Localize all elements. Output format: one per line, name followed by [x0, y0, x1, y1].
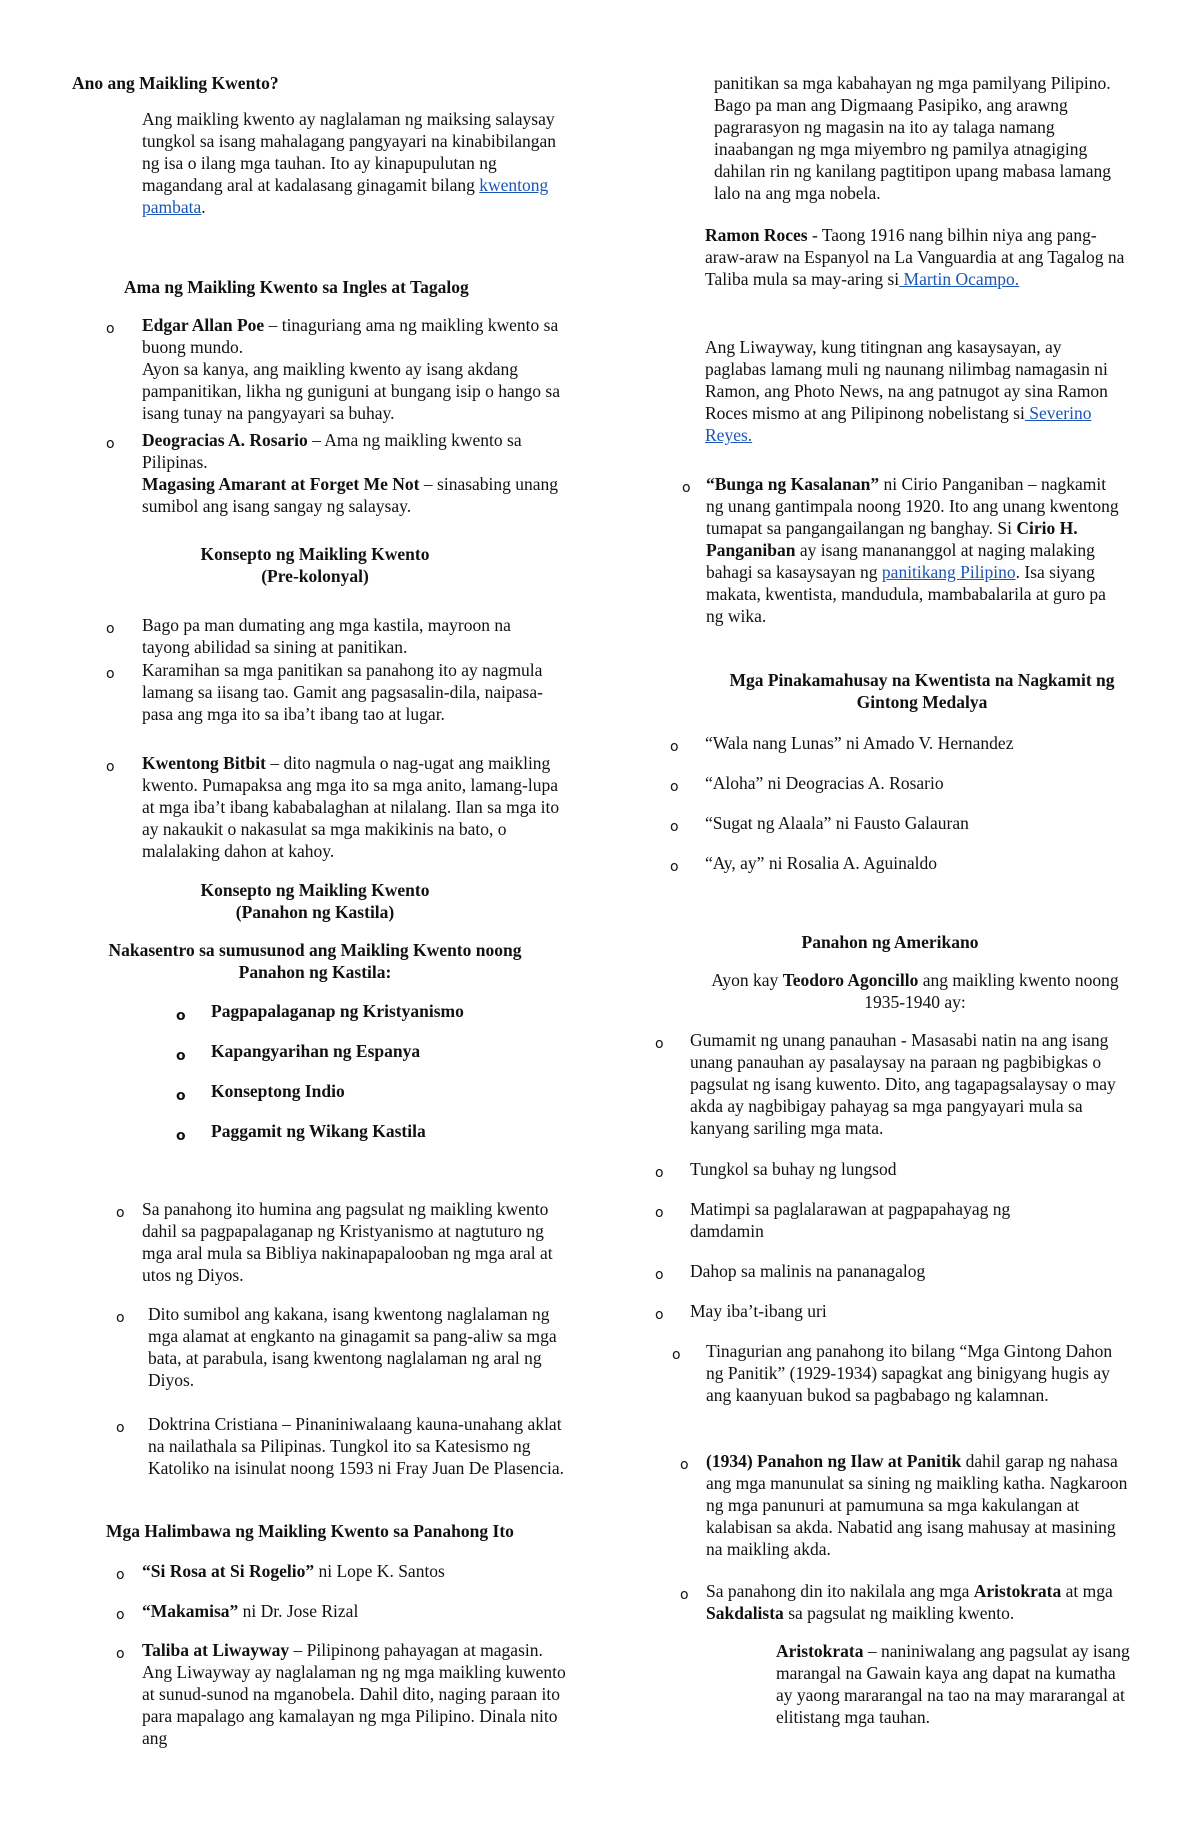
bullet-icon: o — [670, 739, 679, 755]
section-title-ama: Ama ng Maikling Kwento sa Ingles at Tagalog — [124, 277, 469, 297]
bullet-icon: o — [682, 480, 691, 496]
ilaw-item: (1934) Panahon ng Ilaw at Panitik dahil garap ng nahasa ang mga manunulat sa sining ng maikling katha. Nagkaroon ng mga panunuri at pamumuna sa mga kakulangan at kalabisan sa akda. Nabatid ang isang mahusay at masining na maikling akda. — [706, 1451, 1128, 1559]
bullet-icon: o — [106, 666, 115, 682]
section-title-ano: Ano ang Maikling Kwento? — [72, 73, 279, 93]
intro-paragraph: Ang maikling kwento ay naglalaman ng maiksing salaysay tungkol sa isang mahalagang pangyayari na kinabibilangan ng isa o ilang mga tauhan. Ito ay kinapupulutan ng magandang aral at kadalasang ginagamit bilang kwentong pambata. — [142, 109, 557, 217]
bullet-icon: o — [670, 779, 679, 795]
bullet-icon: o — [106, 321, 115, 337]
bullet-icon: o — [116, 1567, 125, 1583]
bullet-icon: o — [655, 1036, 664, 1052]
focus-item-1: Pagpapalaganap ng Kristyanismo — [211, 1001, 464, 1021]
bullet-icon: o — [106, 759, 115, 775]
ginto-item: Tinagurian ang panahong ito bilang “Mga Gintong Dahon ng Panitik” (1929-1934) sapagkat ang binigyang hugis ay ang kaanyuan bukod sa pagbabago ng kalamnan. — [706, 1341, 1113, 1405]
list-item-poe: Edgar Allan Poe – tinaguriang ama ng maikling kwento sa buong mundo. Ayon sa kanya, ang maikling kwento ay isang akdang pampanitikan, likha ng guniguni at bungang isip o hango sa isang tunay na pangyayari sa buhay. — [142, 315, 560, 423]
aristokrata-item: Sa panahong din ito nakilala ang mga Aristokrata at mga Sakdalista sa pagsulat ng maikling kwento. — [706, 1581, 1113, 1623]
list-item-kast2: Dito sumibol ang kakana, isang kwentong naglalaman ng mga alamat at engkanto na ginagamit sa pang-aliw sa mga bata, at parabula, isang kwentong naglalaman ng aral ng Diyos. — [148, 1304, 557, 1390]
agoncillo-intro: Ayon kay Teodoro Agoncillo ang maikling kwento noong 1935-1940 ay: — [711, 970, 1119, 1012]
section-title-amerikano: Panahon ng Amerikano — [801, 932, 979, 952]
bullet-icon: o — [106, 621, 115, 637]
section-title-best: Mga Pinakamahusay na Kwentista na Nagkamit ng Gintong Medalya — [729, 670, 1115, 712]
section-title-prekolonyal: Konsepto ng Maikling Kwento (Pre-kolonyal) — [200, 544, 430, 586]
best-item-1: “Wala nang Lunas” ni Amado V. Hernandez — [705, 733, 1014, 753]
bullet-icon: o — [116, 1420, 125, 1436]
section-title-kastila: Konsepto ng Maikling Kwento (Panahon ng Kastila) — [200, 880, 430, 922]
bullet-icon: o — [680, 1457, 689, 1473]
bullet-icon: o — [176, 1088, 186, 1104]
best-item-3: “Sugat ng Alaala” ni Fausto Galauran — [705, 813, 969, 833]
amer-item-3: Matimpi sa paglalarawan at pagpapahayag ng damdamin — [690, 1199, 1011, 1241]
amer-item-2: Tungkol sa buhay ng lungsod — [690, 1159, 897, 1179]
bullet-icon: o — [670, 819, 679, 835]
aristokrata-definition: Aristokrata – naniniwalang ang pagsulat ay isang marangal na Gawain kaya ang dapat na kumatha ay yaong mararangal na tao na may mararangal at elitistang mga tauhan. — [776, 1641, 1130, 1727]
list-item-kast3: Doktrina Cristiana – Pinaniniwalaang kauna-unahang aklat na nailathala sa Pilipinas. Tungkol ito sa Katesismo ng Katoliko na isinulat noong 1593 ni Fray Juan De Plasencia. — [148, 1414, 565, 1478]
bullet-icon: o — [116, 1607, 125, 1623]
bullet-icon: o — [680, 1587, 689, 1603]
list-item-kast1: Sa panahong ito humina ang pagsulat ng maikling kwento dahil sa pagpapalaganap ng Kristyanismo at nagtuturo ng mga aral mula sa Bibliya nakinapapalooban ng mga aral at utos ng Diyos. — [142, 1199, 553, 1285]
focus-item-2: Kapangyarihan ng Espanya — [211, 1041, 421, 1061]
bullet-icon: o — [176, 1008, 186, 1024]
bullet-icon: o — [672, 1347, 681, 1363]
severino-reyes-link[interactable]: Severino Reyes. — [705, 403, 1092, 445]
example-item-3: Taliba at Liwayway – Pilipinong pahayagan at magasin. Ang Liwayway ay naglalaman ng ng mga maikling kuwento at sunud-sunod na mganobela. Dahil dito, naging paraan ito para mapalago ang kamalayan ng mga Pilipino. Dinala nito ang — [142, 1640, 566, 1748]
roces-paragraph: Ramon Roces - Taong 1916 nang bilhin niya ang pang-araw-araw na Espanyol na La Vanguardia at ang Tagalog na Taliba mula sa may-aring si Martin Ocampo. — [705, 225, 1125, 289]
amer-item-5: May iba’t-ibang uri — [690, 1301, 827, 1321]
liwayway-paragraph: Ang Liwayway, kung titingnan ang kasaysayan, ay paglabas lamang muli ng naunang nilimbag namagasin ni Ramon, ang Photo News, na ang patnugot ay sina Ramon Roces mismo at ang Pilipinong nobelistang si Severino Reyes. — [705, 337, 1108, 445]
focus-item-4: Paggamit ng Wikang Kastila — [211, 1121, 426, 1141]
bullet-icon: o — [655, 1267, 664, 1283]
bullet-icon: o — [116, 1205, 125, 1221]
list-item-prek2: Karamihan sa mga panitikan sa panahong ito ay nagmula lamang sa iisang tao. Gamit ang pagsasalin-dila, naipasa-pasa ang mga ito sa iba’t ibang tao at lugar. — [142, 660, 543, 724]
bullet-icon: o — [116, 1646, 125, 1662]
best-item-2: “Aloha” ni Deogracias A. Rosario — [705, 773, 944, 793]
continued-paragraph: panitikan sa mga kabahayan ng mga pamilyang Pilipino. Bago pa man ang Digmaang Pasipiko, ang arawng pagrarasyon ng magasin na ito ay talaga namang inaabangan ng mga miyembro ng pamilya atnagiging dahilan rin ng kanilang pagtitipon upang mabasa lamang lalo na ang mga nobela. — [714, 73, 1112, 203]
list-item-prek1: Bago pa man dumating ang mga kastila, mayroon na tayong abilidad sa sining at panitikan. — [142, 615, 511, 657]
bullet-icon: o — [106, 436, 115, 452]
bullet-icon: o — [670, 859, 679, 875]
amer-item-4: Dahop sa malinis na pananagalog — [690, 1261, 926, 1281]
bullet-icon: o — [116, 1310, 125, 1326]
example-item-1: “Si Rosa at Si Rogelio” ni Lope K. Santos — [142, 1561, 445, 1581]
kwentong-pambata-link[interactable]: kwentong pambata — [142, 175, 549, 217]
bullet-icon: o — [655, 1205, 664, 1221]
section-title-halimbawa: Mga Halimbawa ng Maikling Kwento sa Panahong Ito — [106, 1521, 514, 1541]
list-item-bitbit: Kwentong Bitbit – dito nagmula o nag-ugat ang maikling kwento. Pumapaksa ang mga ito sa mga anito, lamang-lupa at mga iba’t ibang kababalaghan at nilalang. Ilan sa mga ito ay nakaukit o nakasulat sa mga makikinis na bato, o malalaking dahon at kahoy. — [142, 753, 560, 861]
bullet-icon: o — [655, 1165, 664, 1181]
amer-item-1: Gumamit ng unang panauhan - Masasabi natin na ang isang unang panauhan ay pasalaysay na paraan ng pagbibigkas o pagsulat ng isang kuwento. Dito, ang tagapagsalaysay o may akda ay nagbibigay pahayag sa mga pangyayari mula sa kanyang sariling mga mata. — [690, 1030, 1116, 1138]
bullet-icon: o — [176, 1048, 186, 1064]
section-title-nakasentro: Nakasentro sa sumusunod ang Maikling Kwento noong Panahon ng Kastila: — [108, 940, 522, 982]
panitikang-pilipino-link[interactable]: panitikang Pilipino — [881, 562, 1016, 582]
bullet-icon: o — [655, 1307, 664, 1323]
example-item-2: “Makamisa” ni Dr. Jose Rizal — [142, 1601, 359, 1621]
focus-item-3: Konseptong Indio — [211, 1081, 345, 1101]
list-item-rosario: Deogracias A. Rosario – Ama ng maikling kwento sa Pilipinas. Magasing Amarant at Forget Me Not – sinasabing unang sumibol ang isang sangay ng salaysay. — [142, 430, 559, 516]
martin-ocampo-link[interactable]: Martin Ocampo. — [899, 269, 1020, 289]
list-item-bunga: “Bunga ng Kasalanan” ni Cirio Panganiban – nagkamit ng unang gantimpala noong 1920. Ito ang unang kwentong tumapat sa pangangailangan ng banghay. Si Cirio H. Panganiban ay isang manananggol at naging malaking bahagi sa kasaysayan ng panitikang Pilipino. Isa siyang makata, kwentista, mandudula, mambabalarila at guro pa ng wika. — [706, 474, 1119, 626]
best-item-4: “Ay, ay” ni Rosalia A. Aguinaldo — [705, 853, 938, 873]
bullet-icon: o — [176, 1128, 186, 1144]
